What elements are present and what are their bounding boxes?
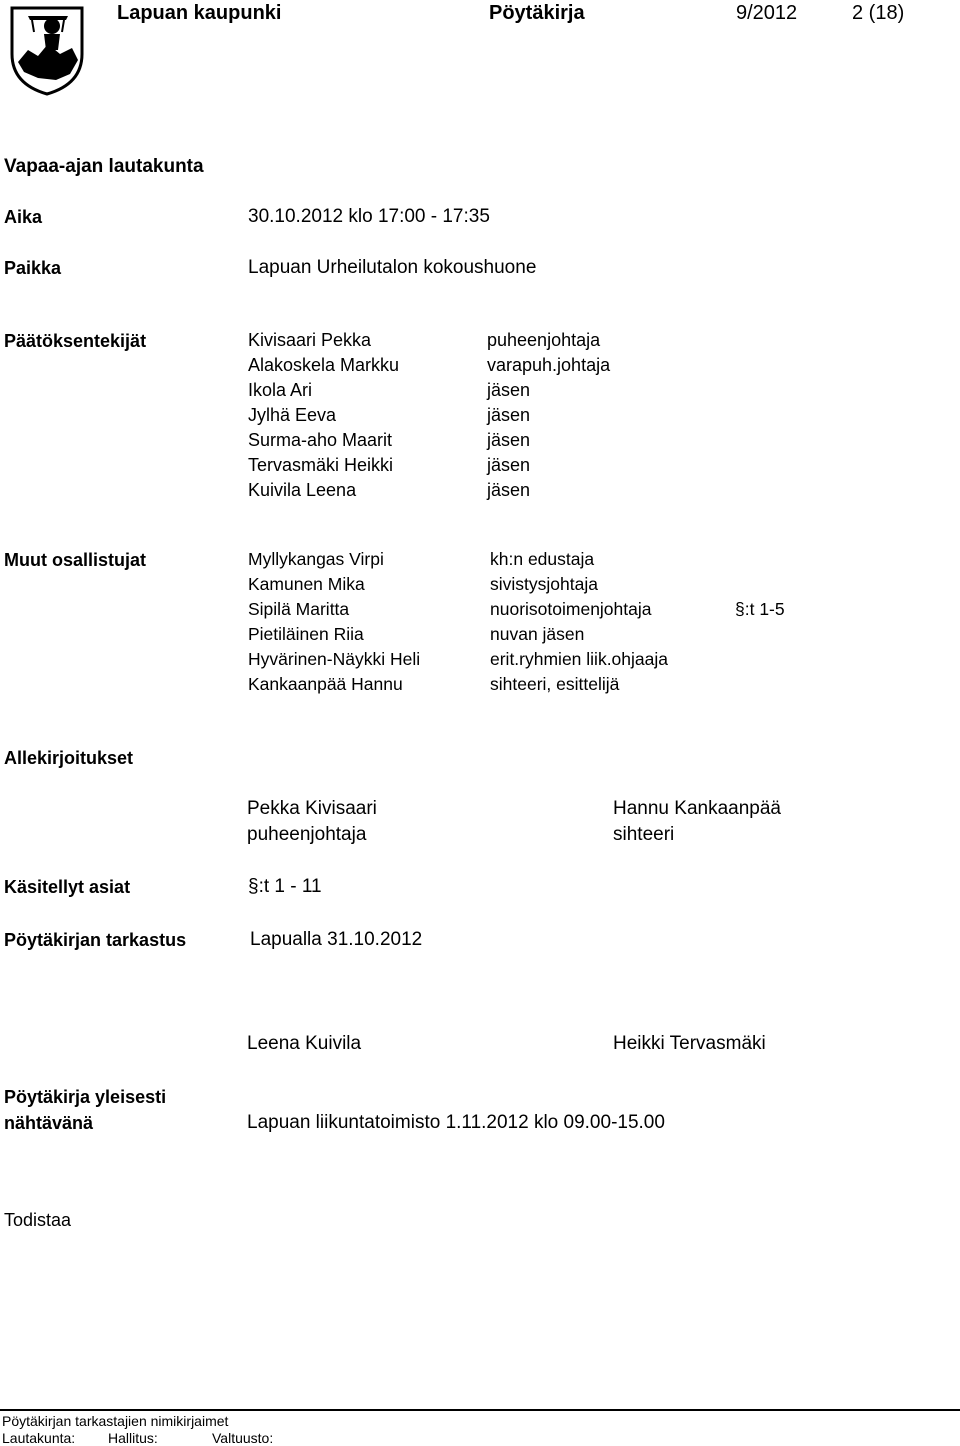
handled-label: Käsitellyt asiat [4,877,131,897]
attest-label: Todistaa [4,1210,72,1230]
reviewer-right: Heikki Tervasmäki [613,1033,766,1054]
participants-roles [490,547,668,697]
review-label: Pöytäkirjan tarkastus [4,930,187,950]
participant-name: Sipilä Maritta [248,599,350,619]
place-value: Lapuan Urheilutalon kokoushuone [248,257,537,278]
other-participants-label: Muut osallistujat [4,550,147,570]
signature-left-name: Pekka Kivisaari [247,798,377,819]
board-name: Vapaa-ajan lautakunta [4,156,204,177]
participant-name: Kamunen Mika [248,574,365,594]
time-label: Aika [4,207,43,227]
public-value: Lapuan liikuntatoimisto 1.11.2012 klo 09.00-15.00 [247,1112,665,1133]
member-name: Jylhä Eeva [248,405,337,425]
header-number: 9/2012 [736,2,798,24]
footer-field-lautakunta: Lautakunta: [2,1430,76,1446]
signature-right-name: Hannu Kankaanpää [613,798,781,819]
decision-makers-names [248,328,399,503]
participant-role: nuorisotoimenjohtaja [490,599,652,619]
signature-right-role: sihteeri [613,824,675,845]
member-role: jäsen [487,405,531,425]
footer-field-valtuusto: Valtuusto: [212,1430,274,1446]
time-value: 30.10.2012 klo 17:00 - 17:35 [248,206,490,227]
city-coat-of-arms [8,4,86,96]
member-role: puheenjohtaja [487,330,601,350]
member-role: jäsen [487,380,531,400]
participant-name: Kankaanpää Hannu [248,674,403,694]
decision-makers-roles [487,328,610,503]
participant-note: §:t 1-5 [735,599,785,619]
header-page: 2 (18) [852,2,905,24]
member-role: jäsen [487,480,531,500]
member-name: Kuivila Leena [248,480,357,500]
review-value: Lapualla 31.10.2012 [250,929,423,950]
participant-role: nuvan jäsen [490,624,585,644]
public-label-line2: nähtävänä [4,1113,94,1133]
footer-title: Pöytäkirjan tarkastajien nimikirjaimet [2,1413,229,1429]
participant-role: kh:n edustaja [490,549,595,569]
member-name: Tervasmäki Heikki [248,455,394,475]
handled-value: §:t 1 - 11 [248,876,322,897]
member-name: Kivisaari Pekka [248,330,372,350]
participant-role: sihteeri, esittelijä [490,674,620,694]
signature-left-role: puheenjohtaja [247,824,367,845]
member-role: varapuh.johtaja [487,355,611,375]
reviewer-left: Leena Kuivila [247,1033,362,1054]
header-city: Lapuan kaupunki [117,2,282,24]
participant-name: Pietiläinen Riia [248,624,364,644]
footer-divider [0,1409,960,1411]
participants-names [248,547,420,697]
member-name: Ikola Ari [248,380,313,400]
public-label-line1: Pöytäkirja yleisesti [4,1087,167,1107]
member-name: Alakoskela Markku [248,355,400,375]
member-role: jäsen [487,430,531,450]
member-name: Surma-aho Maarit [248,430,393,450]
participant-role: erit.ryhmien liik.ohjaaja [490,649,668,669]
signatures-label: Allekirjoitukset [4,748,134,768]
footer-field-hallitus: Hallitus: [108,1430,158,1446]
participant-name: Myllykangas Virpi [248,549,384,569]
header-doc-type: Pöytäkirja [489,2,585,24]
decision-makers-label: Päätöksentekijät [4,331,147,351]
participant-name: Hyvärinen-Näykki Heli [248,649,421,669]
participant-role: sivistysjohtaja [490,574,598,594]
place-label: Paikka [4,258,62,278]
member-role: jäsen [487,455,531,475]
coat-of-arms-icon [8,4,86,96]
